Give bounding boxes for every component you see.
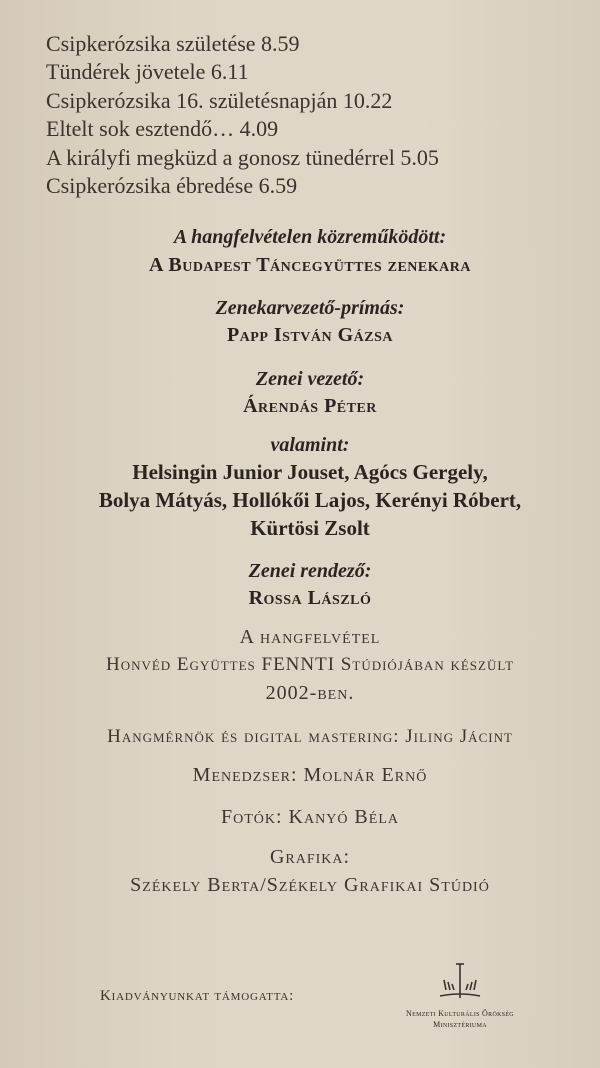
music-director-heading: Zenei vezető: [255,368,365,390]
track-item: Tündérek jövetele 6.11 [46,59,249,85]
sponsor-label: Kiadványunkat támogatta: [100,988,295,1004]
graphics-heading: Grafika: [269,846,351,868]
ministry-emblem-icon [430,960,490,1004]
track-item: Csipkerózsika születése 8.59 [46,31,300,56]
track-item: A királyfi megküzd a gonosz tünedérrel 5.05 [46,144,439,170]
also-line: Bolya Mátyás, Hollókői Lajos, Kerényi Róbert, [98,488,522,512]
orchestra: A Budapest Táncegyüttes zenekara [149,254,471,276]
recording-line: 2002-ben. [265,682,355,704]
primas-heading: Zenekarvezető-prímás: [215,297,405,319]
graphics: Székely Berta/Székely Grafikai Stúdió [130,874,490,896]
photos: Fotók: Kanyó Béla [220,806,399,828]
track-item: Csipkerózsika 16. születésnapján 10.22 [46,87,393,113]
also-line: Kürtösi Zsolt [250,516,370,540]
arranger: Rossa László [248,587,372,609]
also-line: Helsingin Junior Jouset, Agócs Gergely, [132,460,488,484]
arranger-heading: Zenei rendező: [248,560,372,582]
recording-line: Honvéd Együttes FENNTI Stúdiójában készült [105,654,515,675]
logo-text-line: Minisztériuma [433,1020,487,1029]
recording-line: A hangfelvétel [239,626,381,648]
engineer: Hangmérnök és digital mastering: Jiling Jácint [107,726,513,747]
contrib-heading: A hangfelvételen közreműködött: [173,226,447,248]
track-item: Csipkerózsika ébredése 6.59 [46,173,298,199]
primas: Papp István Gázsa [226,324,394,346]
track-item: Eltelt sok esztendő… 4.09 [46,116,279,142]
manager: Menedzser: Molnár Ernő [192,764,428,786]
track-list [46,30,439,200]
music-director: Árendás Péter [243,395,377,417]
also-heading: valamint: [270,434,350,456]
ministry-logo [380,960,540,1030]
logo-text-line: Nemzeti Kulturális Örökség [406,1009,514,1018]
